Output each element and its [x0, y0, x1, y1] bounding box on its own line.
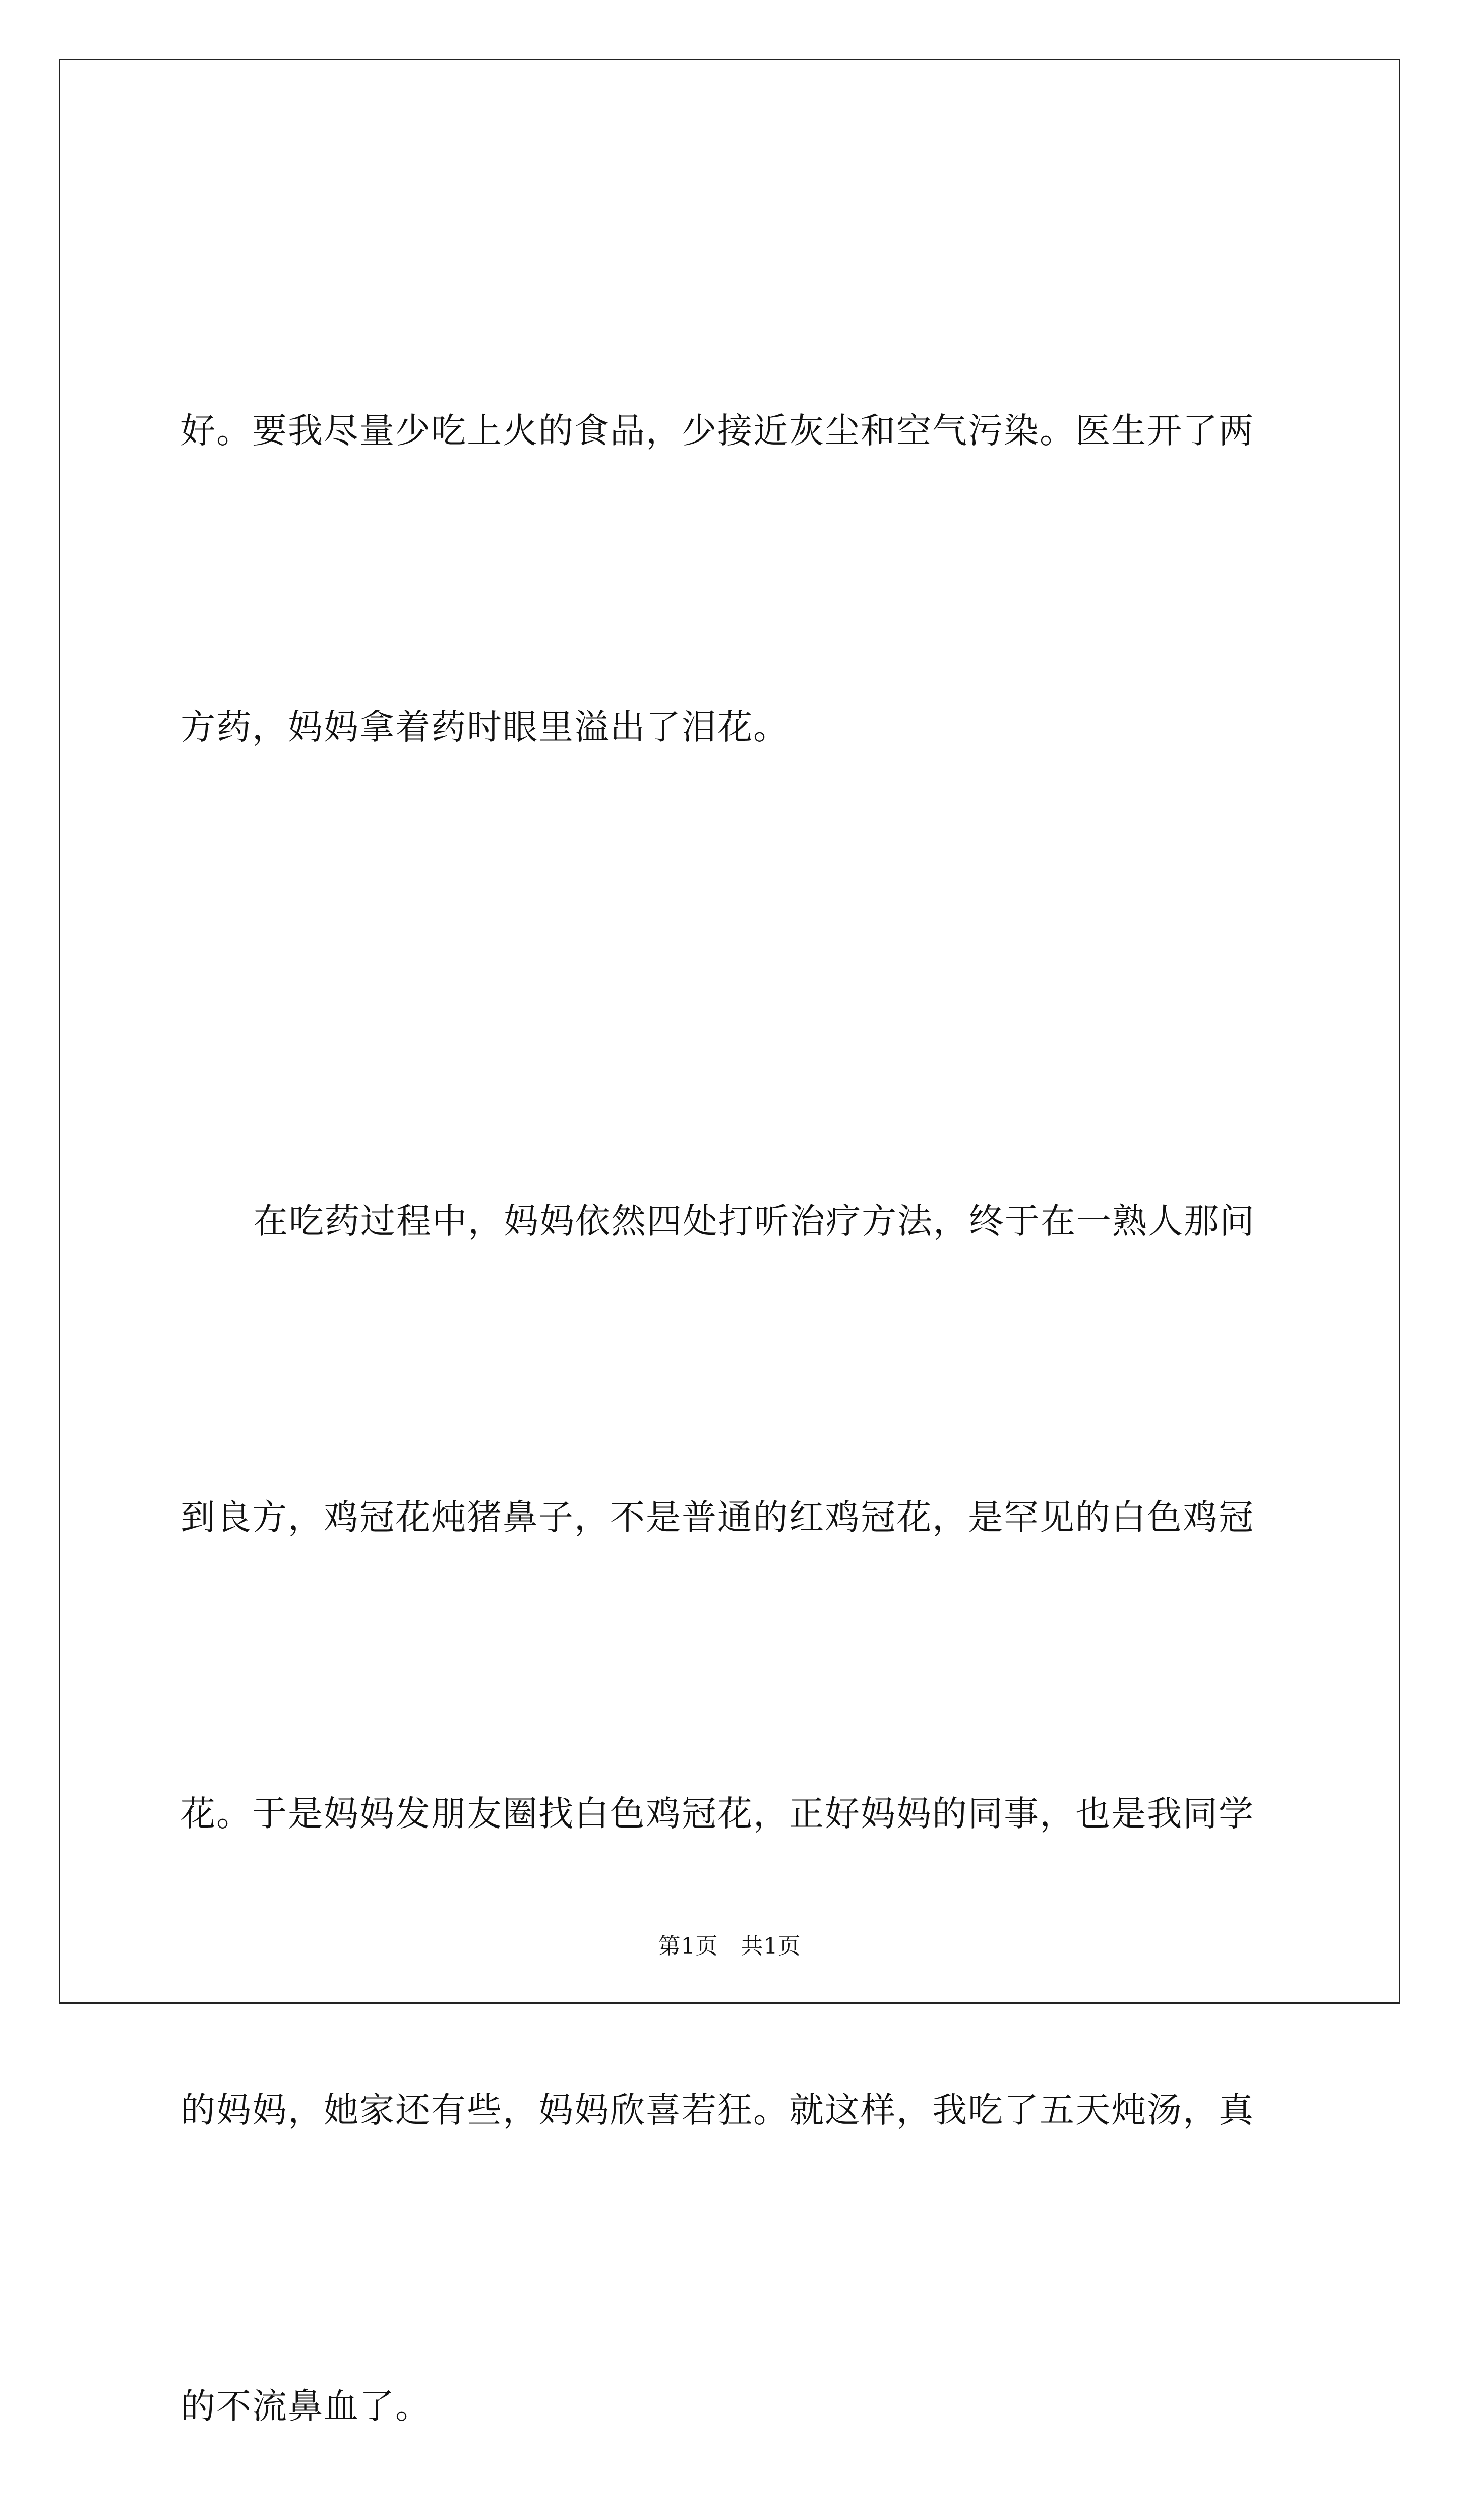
text-line: 花。于是妈妈发朋友圈找白色鸡冠花，正好妈妈的同事，也是我同学 — [180, 1794, 1254, 1834]
document-body — [180, 184, 1335, 2520]
text-line: 在吃药过程中，妈妈依然四处打听治疗方法，终于在一熟人那问 — [253, 1201, 1255, 1241]
text-line: 好。要我尽量少吃上火的食品，少接近灰尘和空气污染。医生开了两 — [180, 411, 1254, 451]
paragraph-continued — [180, 184, 1335, 974]
text-line: 的妈妈，她家还有些，妈妈欣喜若狂。就这样，我吃了五天炖汤，真 — [180, 2090, 1254, 2130]
text-line: 方药，妈妈拿着药时眼里溢出了泪花。 — [180, 707, 789, 747]
text-line: 到良方，鸡冠花炖猪鼻子，不是普通的红鸡冠花，是罕见的白色鸡冠 — [180, 1497, 1254, 1538]
page-number-footer: 第1页 共1页 — [658, 1933, 801, 1959]
text-line: 的不流鼻血了。 — [180, 2386, 431, 2427]
paragraph-treatment — [180, 974, 1335, 2520]
